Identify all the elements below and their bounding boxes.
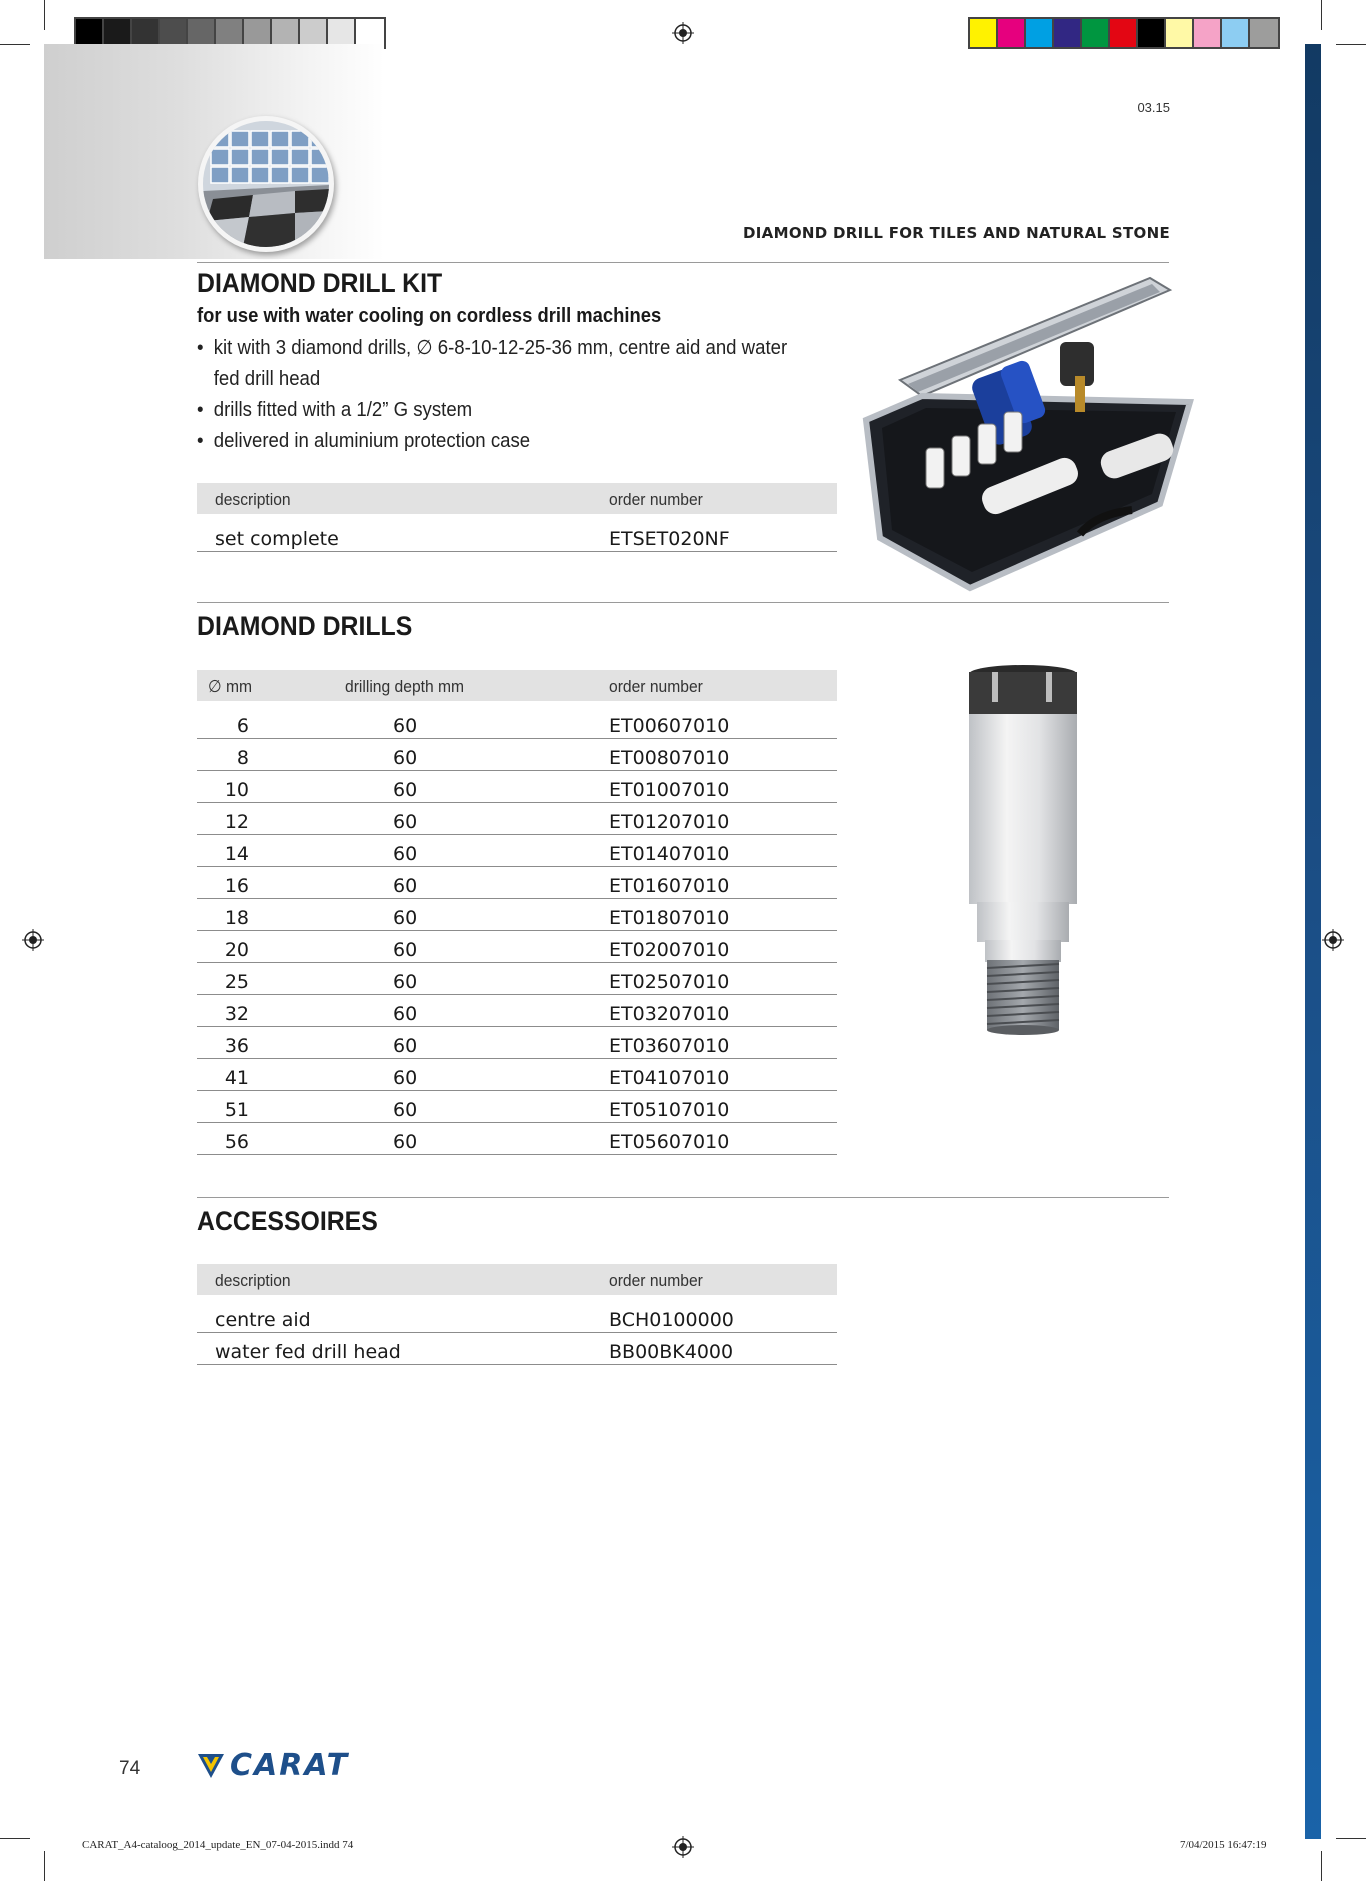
category-title: DIAMOND DRILL FOR TILES AND NATURAL STONE [743,224,1170,242]
table-row [197,931,837,963]
order-number-cell: ET03607010 [609,1035,730,1057]
crop-mark [1321,1851,1322,1881]
gray-swatch [76,19,104,47]
drills-title: DIAMOND DRILLS [197,611,413,641]
table-row [197,1027,837,1059]
table-row [197,1091,837,1123]
table-header [197,1264,837,1295]
description-cell: centre aid [215,1309,311,1331]
column-header-diameter: ∅ mm [208,677,253,696]
order-number-cell: ET01407010 [609,843,730,865]
registration-mark-icon [672,1836,694,1858]
gray-swatch [244,19,272,47]
diamond-drill-bit-image [958,664,1088,1042]
print-timestamp: 7/04/2015 16:47:19 [1180,1839,1267,1851]
page-code: 03.15 [1137,100,1170,115]
drilling-depth-cell: 60 [393,1099,418,1121]
crop-mark [0,44,30,45]
page-number: 74 [119,1758,141,1779]
diameter-cell: 8 [236,747,249,769]
drilling-depth-cell: 60 [393,971,418,993]
kit-subtitle: for use with water cooling on cordless drill machines [197,305,662,327]
registration-mark-icon [672,22,694,44]
order-number-cell: ETSET020NF [609,528,730,550]
order-number-cell: BCH0100000 [609,1309,734,1331]
drilling-depth-cell: 60 [393,875,418,897]
table-row [197,771,837,803]
kit-feature: • kit with 3 diamond drills, ∅ 6-8-10-12-25-36 mm, centre aid and water fed drill head [197,333,811,395]
order-number-cell: ET05607010 [609,1131,730,1153]
kit-order-table [197,483,837,552]
order-number-cell: ET01807010 [609,907,730,929]
drilling-depth-cell: 60 [393,747,418,769]
color-swatch [1054,19,1082,47]
diameter-cell: 51 [224,1099,249,1121]
accessories-order-table [197,1264,837,1365]
color-swatch [1194,19,1222,47]
table-row [197,1059,837,1091]
section-divider [197,262,1169,263]
gray-swatch [188,19,216,47]
gray-swatch [132,19,160,47]
order-number-cell: ET01007010 [609,779,730,801]
gray-swatch [272,19,300,47]
section-divider [197,1197,1169,1198]
diameter-cell: 6 [236,715,249,737]
color-swatch [1082,19,1110,47]
carat-logo-text: CARAT [230,1748,350,1783]
diameter-cell: 12 [224,811,249,833]
diameter-cell: 18 [224,907,249,929]
table-header [197,483,837,514]
crop-mark [44,1851,45,1881]
color-swatch [998,19,1026,47]
order-number-cell: ET01607010 [609,875,730,897]
drilling-depth-cell: 60 [393,907,418,929]
diameter-cell: 20 [224,939,249,961]
drilling-depth-cell: 60 [393,779,418,801]
crop-mark [1321,0,1322,30]
color-swatch [1222,19,1250,47]
table-row [197,995,837,1027]
diameter-cell: 41 [224,1067,249,1089]
gray-swatch [300,19,328,47]
color-swatch [1110,19,1138,47]
table-row [197,1301,837,1333]
kit-feature: • drills fitted with a 1/2” G system [197,395,811,426]
gray-swatch [104,19,132,47]
order-number-cell: ET00807010 [609,747,730,769]
crop-mark [1336,1838,1366,1839]
table-row [197,899,837,931]
diameter-cell: 56 [224,1131,249,1153]
column-header-description: description [215,490,291,509]
gray-swatch [328,19,356,47]
crop-mark [44,0,45,30]
table-row [197,867,837,899]
kit-title: DIAMOND DRILL KIT [197,268,443,298]
description-cell: set complete [215,528,339,550]
table-row [197,520,837,552]
order-number-cell: ET05107010 [609,1099,730,1121]
diameter-cell: 32 [224,1003,249,1025]
order-number-cell: ET04107010 [609,1067,730,1089]
table-row [197,803,837,835]
drilling-depth-cell: 60 [393,1131,418,1153]
process-color-bar [968,17,1280,49]
section-divider [197,602,1169,603]
order-number-cell: ET00607010 [609,715,730,737]
drill-kit-case-image [860,272,1195,592]
color-swatch [970,19,998,47]
kit-features-list [197,333,857,457]
side-color-bar [1305,44,1321,1839]
tiles-thumbnail-image [198,116,334,252]
column-header-order-number: order number [609,677,703,696]
order-number-cell: ET02007010 [609,939,730,961]
diameter-cell: 25 [224,971,249,993]
file-slug: CARAT_A4-cataloog_2014_update_EN_07-04-2015.indd 74 [82,1839,354,1851]
drilling-depth-cell: 60 [393,843,418,865]
gray-swatch [216,19,244,47]
gray-swatch [160,19,188,47]
drilling-depth-cell: 60 [393,1067,418,1089]
drilling-depth-cell: 60 [393,1035,418,1057]
registration-mark-icon [22,929,44,951]
description-cell: water fed drill head [215,1341,401,1363]
crop-mark [0,1838,30,1839]
table-row [197,739,837,771]
column-header-order-number: order number [609,490,703,509]
accessories-title: ACCESSOIRES [197,1206,378,1236]
diameter-cell: 14 [224,843,249,865]
color-swatch [1138,19,1166,47]
crop-mark [1336,44,1366,45]
table-header [197,670,837,701]
column-header-order-number: order number [609,1271,703,1290]
registration-mark-icon [1322,929,1344,951]
diameter-cell: 16 [224,875,249,897]
kit-feature: • delivered in aluminium protection case [197,426,811,457]
diameter-cell: 36 [224,1035,249,1057]
table-row [197,1333,837,1365]
table-row [197,707,837,739]
order-number-cell: ET02507010 [609,971,730,993]
drills-order-table [197,670,837,1155]
table-row [197,1123,837,1155]
color-swatch [1166,19,1194,47]
table-row [197,835,837,867]
table-row [197,963,837,995]
drilling-depth-cell: 60 [393,715,418,737]
color-swatch [1250,19,1278,47]
drilling-depth-cell: 60 [393,939,418,961]
order-number-cell: ET03207010 [609,1003,730,1025]
column-header-description: description [215,1271,291,1290]
column-header-drilling-depth: drilling depth mm [345,677,465,696]
drilling-depth-cell: 60 [393,1003,418,1025]
drilling-depth-cell: 60 [393,811,418,833]
carat-logo-icon [198,1754,224,1778]
color-swatch [1026,19,1054,47]
diameter-cell: 10 [224,779,249,801]
order-number-cell: BB00BK4000 [609,1341,734,1363]
gray-swatch [356,19,384,47]
carat-logo [198,1748,349,1783]
order-number-cell: ET01207010 [609,811,730,833]
